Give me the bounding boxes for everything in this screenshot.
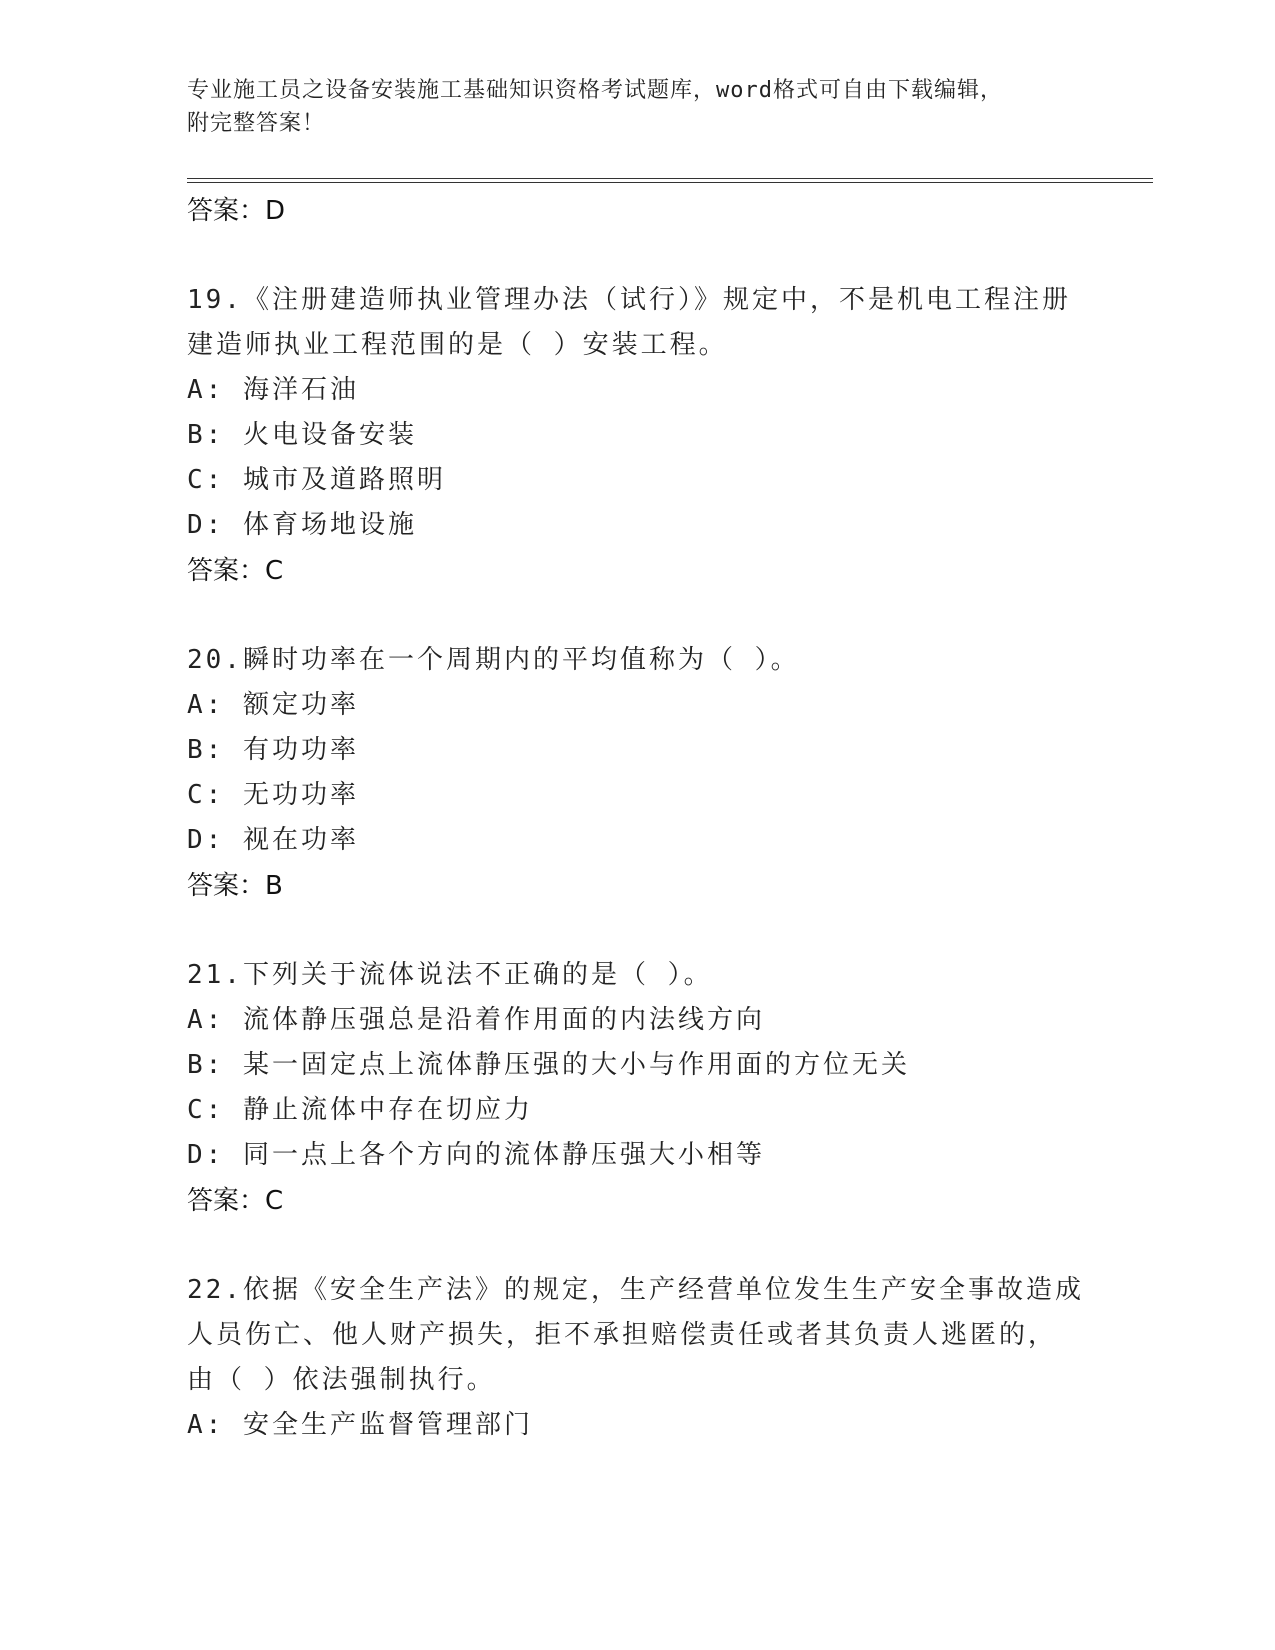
option-d: D: 同一点上各个方向的流体静压强大小相等 [187, 1140, 765, 1170]
question-block [187, 278, 1087, 594]
option-a: A: 流体静压强总是沿着作用面的内法线方向 [187, 1005, 765, 1035]
answer-line: 答案：B [187, 871, 283, 901]
header-line-2: 附完整答案！ [187, 111, 326, 136]
option-c: C: 静止流体中存在切应力 [187, 1095, 533, 1125]
option-d: D: 体育场地设施 [187, 510, 417, 540]
question-stem-line: 人员伤亡、他人财产损失，拒不承担赔偿责任或者其负责人逃匿的， [187, 1320, 1058, 1350]
option-a: A: 额定功率 [187, 690, 359, 720]
question-block [187, 1268, 1087, 1448]
question-list [187, 188, 1087, 1448]
question-stem-line: 22.依据《安全生产法》的规定，生产经营单位发生生产安全事故造成 [187, 1275, 1084, 1305]
question-stem-line: 21.下列关于流体说法不正确的是（ ）。 [187, 960, 713, 990]
header-divider-bottom [187, 182, 1153, 183]
option-c: C: 无功功率 [187, 780, 359, 810]
header-divider-top [187, 178, 1153, 179]
question-block [187, 638, 1087, 909]
option-b: B: 火电设备安装 [187, 420, 417, 450]
question-stem-line: 建造师执业工程范围的是（ ）安装工程。 [187, 330, 728, 360]
question-stem-line: 由（ ）依法强制执行。 [187, 1365, 496, 1395]
document-header [187, 74, 1087, 140]
header-line-1: 专业施工员之设备安装施工基础知识资格考试题库，word格式可自由下载编辑， [187, 78, 1003, 103]
option-b: B: 某一固定点上流体静压强的大小与作用面的方位无关 [187, 1050, 910, 1080]
question-stem-line: 20.瞬时功率在一个周期内的平均值称为（ ）。 [187, 645, 800, 675]
option-a: A: 安全生产监督管理部门 [187, 1410, 533, 1440]
option-a: A: 海洋石油 [187, 375, 359, 405]
option-d: D: 视在功率 [187, 825, 359, 855]
answer-line: 答案：C [187, 1186, 284, 1216]
question-stem-line: 19.《注册建造师执业管理办法（试行）》规定中，不是机电工程注册 [187, 285, 1071, 315]
option-b: B: 有功功率 [187, 735, 359, 765]
answer-line: 答案：C [187, 556, 284, 586]
question-block [187, 953, 1087, 1224]
answer-line: 答案：D [187, 196, 286, 226]
option-c: C: 城市及道路照明 [187, 465, 446, 495]
